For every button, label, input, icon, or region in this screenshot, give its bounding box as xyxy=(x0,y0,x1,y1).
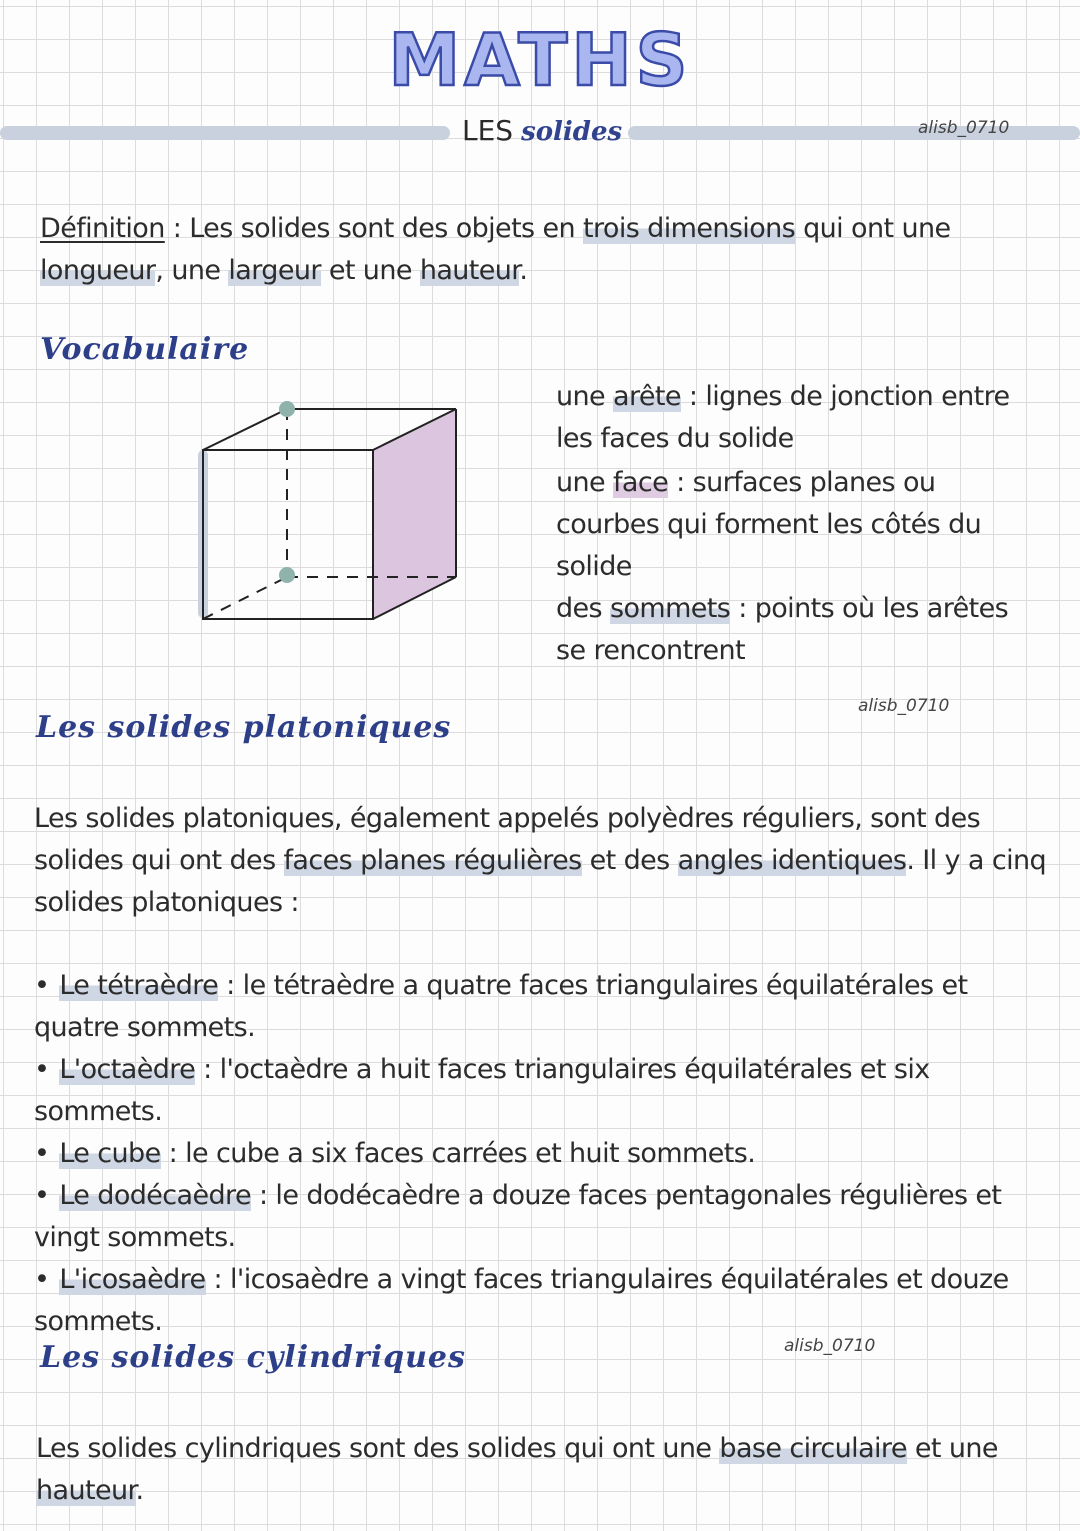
definition-label: Définition xyxy=(40,213,165,244)
subtitle-prefix: LES xyxy=(462,114,514,147)
highlight-angles: angles identiques xyxy=(677,845,907,876)
highlight-hauteur-cyl: hauteur xyxy=(36,1475,136,1506)
header-band-left xyxy=(0,126,450,140)
term-sommets: sommets xyxy=(610,593,731,624)
term-arete: arête xyxy=(613,381,681,412)
watermark-cylindriques: alisb_0710 xyxy=(784,1336,876,1356)
term-tetraedre: Le tétraèdre xyxy=(59,970,219,1001)
definition-paragraph: Définition : Les solides sont des objets en trois dimensions qui ont une longueur, une largeur et une hauteur. xyxy=(40,213,951,286)
highlight-trois-dimensions: trois dimensions xyxy=(583,213,796,244)
section-title-vocabulaire: Vocabulaire xyxy=(40,332,250,367)
platoniques-list xyxy=(34,965,1059,1343)
highlight-hauteur: hauteur xyxy=(419,255,520,286)
cube-hidden-diagonal xyxy=(203,577,287,619)
term-cube: Le cube xyxy=(59,1138,161,1169)
term-icosaedre: L'icosaèdre xyxy=(59,1264,206,1295)
section-title-platoniques: Les solides platoniques xyxy=(36,710,452,745)
vocab-sommets: des sommets : points où les arêtes se rencontrent xyxy=(556,593,1009,666)
watermark-vocab: alisb_0710 xyxy=(858,696,950,716)
cube-vertex-hidden xyxy=(279,567,295,583)
header-band-right xyxy=(628,126,1080,140)
highlight-base-circulaire: base circulaire xyxy=(719,1433,907,1464)
list-item: • Le tétraèdre : le tétraèdre a quatre faces triangulaires équilatérales et quatre sommets. xyxy=(34,965,1059,1049)
cylindriques-paragraph: Les solides cylindriques sont des solides qui ont une base circulaire et une hauteur. xyxy=(36,1433,998,1506)
vocab-arete: une arête : lignes de jonction entre les faces du solide xyxy=(556,381,1010,454)
vocab-face: une face : surfaces planes ou courbes qui forment les côtés du solide xyxy=(556,467,982,582)
term-face: face xyxy=(613,467,669,498)
vocab-definitions xyxy=(556,376,1026,672)
platoniques-intro: Les solides platoniques, également appelés polyèdres réguliers, sont des solides qui ont des faces planes régulières et des angles identiques. Il y a cinq solides platoniques : xyxy=(34,803,1047,918)
cube-shaded-face xyxy=(373,409,456,619)
highlight-largeur: largeur xyxy=(228,255,321,286)
list-item: • Le cube : le cube a six faces carrées et huit sommets. xyxy=(34,1133,1059,1175)
subtitle-script: solides xyxy=(521,117,623,147)
list-item: • Le dodécaèdre : le dodécaèdre a douze faces pentagonales régulières et vingt sommets. xyxy=(34,1175,1059,1259)
page-subtitle xyxy=(462,114,622,147)
cube-top-edge-left xyxy=(203,409,287,450)
watermark-header: alisb_0710 xyxy=(918,118,1010,138)
page-title: MATHS xyxy=(388,18,692,102)
cube-vertex-top xyxy=(279,401,295,417)
section-title-cylindriques: Les solides cylindriques xyxy=(40,1340,466,1375)
list-item: • L'octaèdre : l'octaèdre a huit faces triangulaires équilatérales et six sommets. xyxy=(34,1049,1059,1133)
highlight-faces-planes: faces planes régulières xyxy=(283,845,582,876)
highlight-longueur: longueur xyxy=(40,255,156,286)
cube-diagram xyxy=(190,395,470,630)
term-dodecaedre: Le dodécaèdre xyxy=(59,1180,251,1211)
term-octaedre: L'octaèdre xyxy=(59,1054,196,1085)
list-item: • L'icosaèdre : l'icosaèdre a vingt faces triangulaires équilatérales et douze sommets. xyxy=(34,1259,1059,1343)
